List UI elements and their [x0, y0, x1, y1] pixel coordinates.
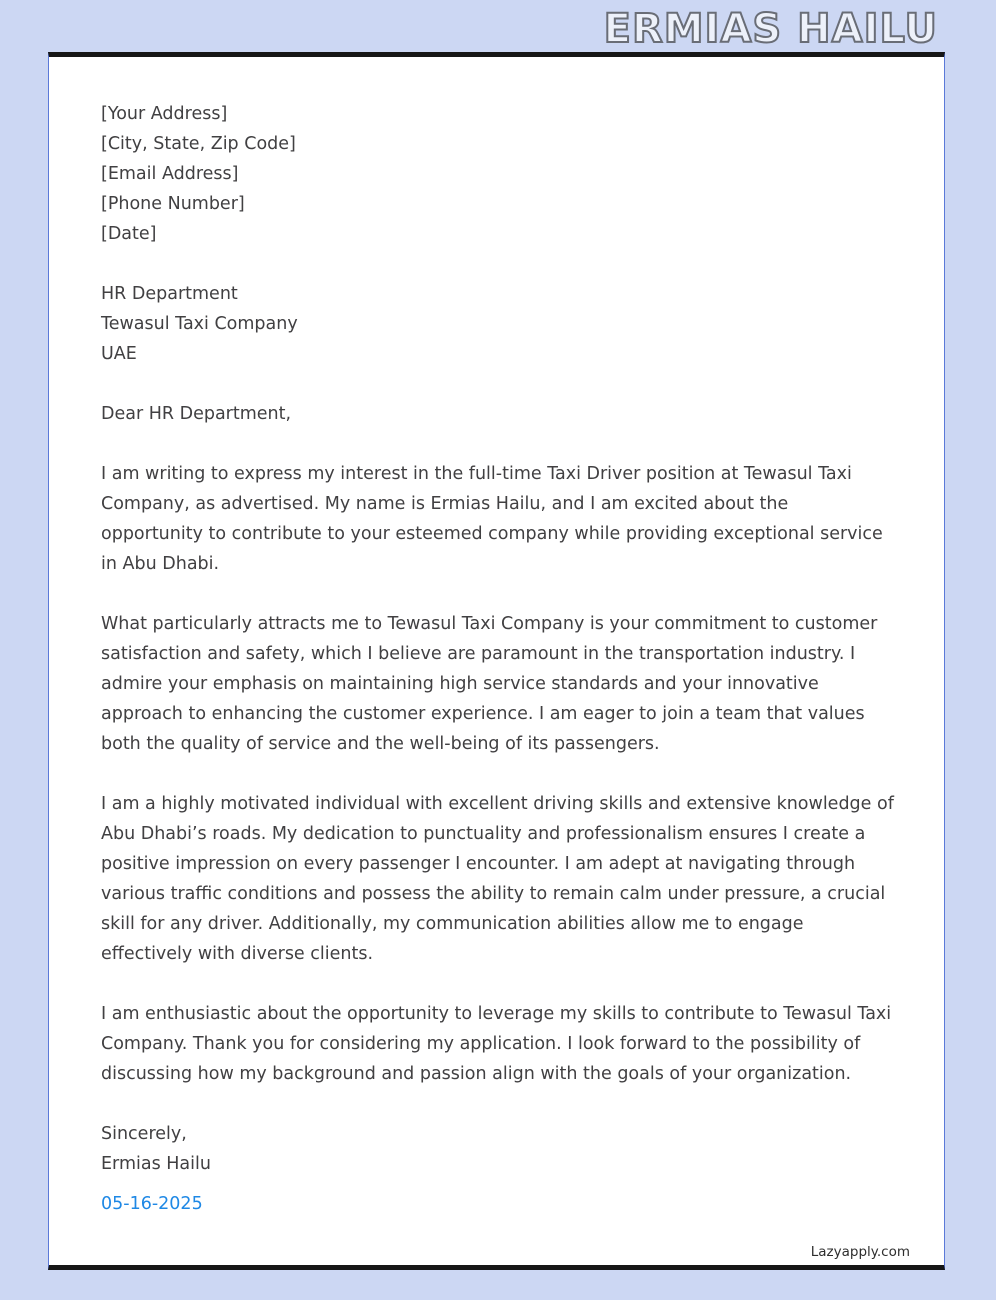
letter-page: [48, 52, 945, 1270]
closing-text: Sincerely,: [101, 1124, 187, 1144]
header-name: ERMIAS HAILU: [603, 6, 938, 52]
watermark: Lazyapply.com: [810, 1244, 910, 1260]
sender-address-line: [Your Address]: [101, 104, 228, 124]
signature-date-link[interactable]: 05-16-2025: [101, 1194, 203, 1214]
sender-city-line: [City, State, Zip Code]: [101, 134, 296, 154]
sender-block: [101, 99, 894, 249]
body-paragraph-4: I am enthusiastic about the opportunity to leverage my skills to contribute to Tewasul Taxi Company. Thank you for considering my application. I look forward to the possibility of discussing how my background and passion align with the goals of your organization.: [101, 1004, 892, 1084]
letter-content: [49, 57, 944, 1219]
closing-block: [101, 1119, 894, 1179]
signature-name: Ermias Hailu: [101, 1154, 211, 1174]
recipient-company: Tewasul Taxi Company: [101, 314, 298, 334]
body-paragraph-3: I am a highly motivated individual with excellent driving skills and extensive knowledge of Abu Dhabi’s roads. My dedication to punctuality and professionalism ensures I create a positive impression on every passenger I encounter. I am adept at navigating through various traffic conditions and possess the ability to remain calm under pressure, a crucial skill for any driver. Additionally, my communication abilities allow me to engage effectively with diverse clients.: [101, 794, 894, 964]
sender-email-line: [Email Address]: [101, 164, 239, 184]
salutation: Dear HR Department,: [101, 404, 292, 424]
recipient-country: UAE: [101, 344, 137, 364]
sender-phone-line: [Phone Number]: [101, 194, 245, 214]
body-paragraph-2: What particularly attracts me to Tewasul Taxi Company is your commitment to customer satisfaction and safety, which I believe are paramount in the transportation industry. I admire your emphasis on maintaining high service standards and your innovative approach to enhancing the customer experience. I am eager to join a team that values both the quality of service and the well-being of its passengers.: [101, 614, 878, 754]
sender-date-line: [Date]: [101, 224, 157, 244]
recipient-department: HR Department: [101, 284, 238, 304]
body-paragraph-1: I am writing to express my interest in the full-time Taxi Driver position at Tewasul Taxi Company, as advertised. My name is Ermias Hailu, and I am excited about the opportunity to contribute to your esteemed company while providing exceptional service in Abu Dhabi.: [101, 464, 883, 574]
recipient-block: [101, 279, 894, 369]
